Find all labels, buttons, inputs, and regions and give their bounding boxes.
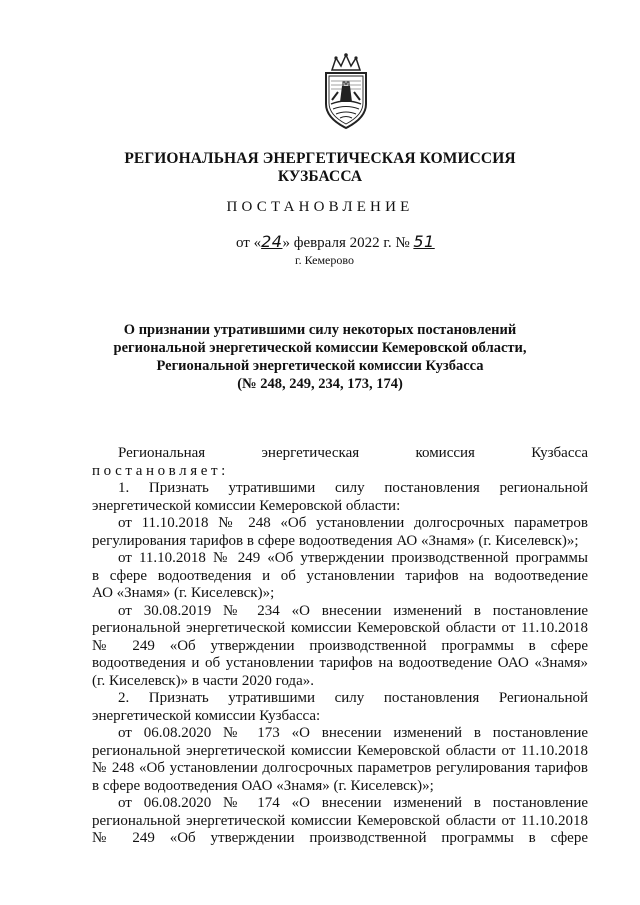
- body-line: региональной энергетической комиссии Кемеровской области от 11.10.2018: [92, 743, 588, 759]
- coat-of-arms-emblem: [314, 52, 378, 134]
- organization-name-line-1: РЕГИОНАЛЬНАЯ ЭНЕРГЕТИЧЕСКАЯ КОМИССИЯ: [124, 150, 516, 167]
- body-line: 1. Признать утратившими силу постановления региональной: [118, 480, 588, 496]
- body-line: в сфере водоотведения ОАО «Знамя» (г. Киселевск)»;: [92, 778, 434, 794]
- subject-line: Региональной энергетической комиссии Кузбасса: [156, 358, 484, 374]
- document-number-handwritten: 51: [413, 232, 435, 251]
- body-line: энергетической комиссии Кузбасса:: [92, 708, 321, 724]
- body-line: региональной энергетической комиссии Кемеровской области от 11.10.2018: [92, 620, 588, 636]
- body-line: водоотведения и об установлении тарифов на водоотведение ОАО «Знамя»: [92, 655, 588, 671]
- body-line: № 248 «Об установлении долгосрочных параметров регулирования тарифов: [92, 760, 588, 776]
- body-line: от 06.08.2020 № 173 «О внесении изменений в постановление: [118, 725, 588, 741]
- body-line: № 249 «Об утверждении производственной программы в сфере: [92, 830, 588, 846]
- body-line: от 30.08.2019 № 234 «О внесении изменений в постановление: [118, 603, 588, 619]
- body-line: энергетической комиссии Кемеровской области:: [92, 498, 401, 514]
- date-prefix: от «: [236, 235, 262, 251]
- document-city: г. Кемерово: [295, 253, 354, 267]
- document-date-line: [236, 232, 435, 252]
- body-line: в сфере водоотведения и об установлении тарифов на водоотведение: [92, 568, 588, 584]
- body-line: АО «Знамя» (г. Киселевск)»;: [92, 585, 275, 601]
- body-line: (г. Киселевск)» в части 2020 года».: [92, 673, 314, 689]
- date-suffix: » февраля 2022 г. №: [282, 235, 410, 251]
- body-line: от 11.10.2018 № 248 «Об установлении долгосрочных параметров: [118, 515, 588, 531]
- subject-line: (№ 248, 249, 234, 173, 174): [237, 376, 403, 392]
- body-line: от 06.08.2020 № 174 «О внесении изменений в постановление: [118, 795, 588, 811]
- subject-line: О признании утратившими силу некоторых постановлений: [123, 322, 517, 338]
- body-line: Региональная энергетическая комиссия Кузбасса: [118, 445, 588, 461]
- body-line: регулирования тарифов в сфере водоотведения АО «Знамя» (г. Киселевск)»;: [92, 533, 579, 549]
- date-day-handwritten: 24: [261, 232, 283, 251]
- subject-line: региональной энергетической комиссии Кемеровской области,: [113, 340, 527, 356]
- document-type-title: ПОСТАНОВЛЕНИЕ: [226, 199, 414, 215]
- body-line: региональной энергетической комиссии Кемеровской области от 11.10.2018: [92, 813, 588, 829]
- body-line: постановляет:: [92, 463, 229, 479]
- body-line: от 11.10.2018 № 249 «Об утверждении производственной программы: [118, 550, 588, 566]
- organization-name-line-2: КУЗБАССА: [277, 168, 363, 185]
- body-line: 2. Признать утратившими силу постановления Региональной: [118, 690, 588, 706]
- body-line: № 249 «Об утверждении производственной программы в сфере: [92, 638, 588, 654]
